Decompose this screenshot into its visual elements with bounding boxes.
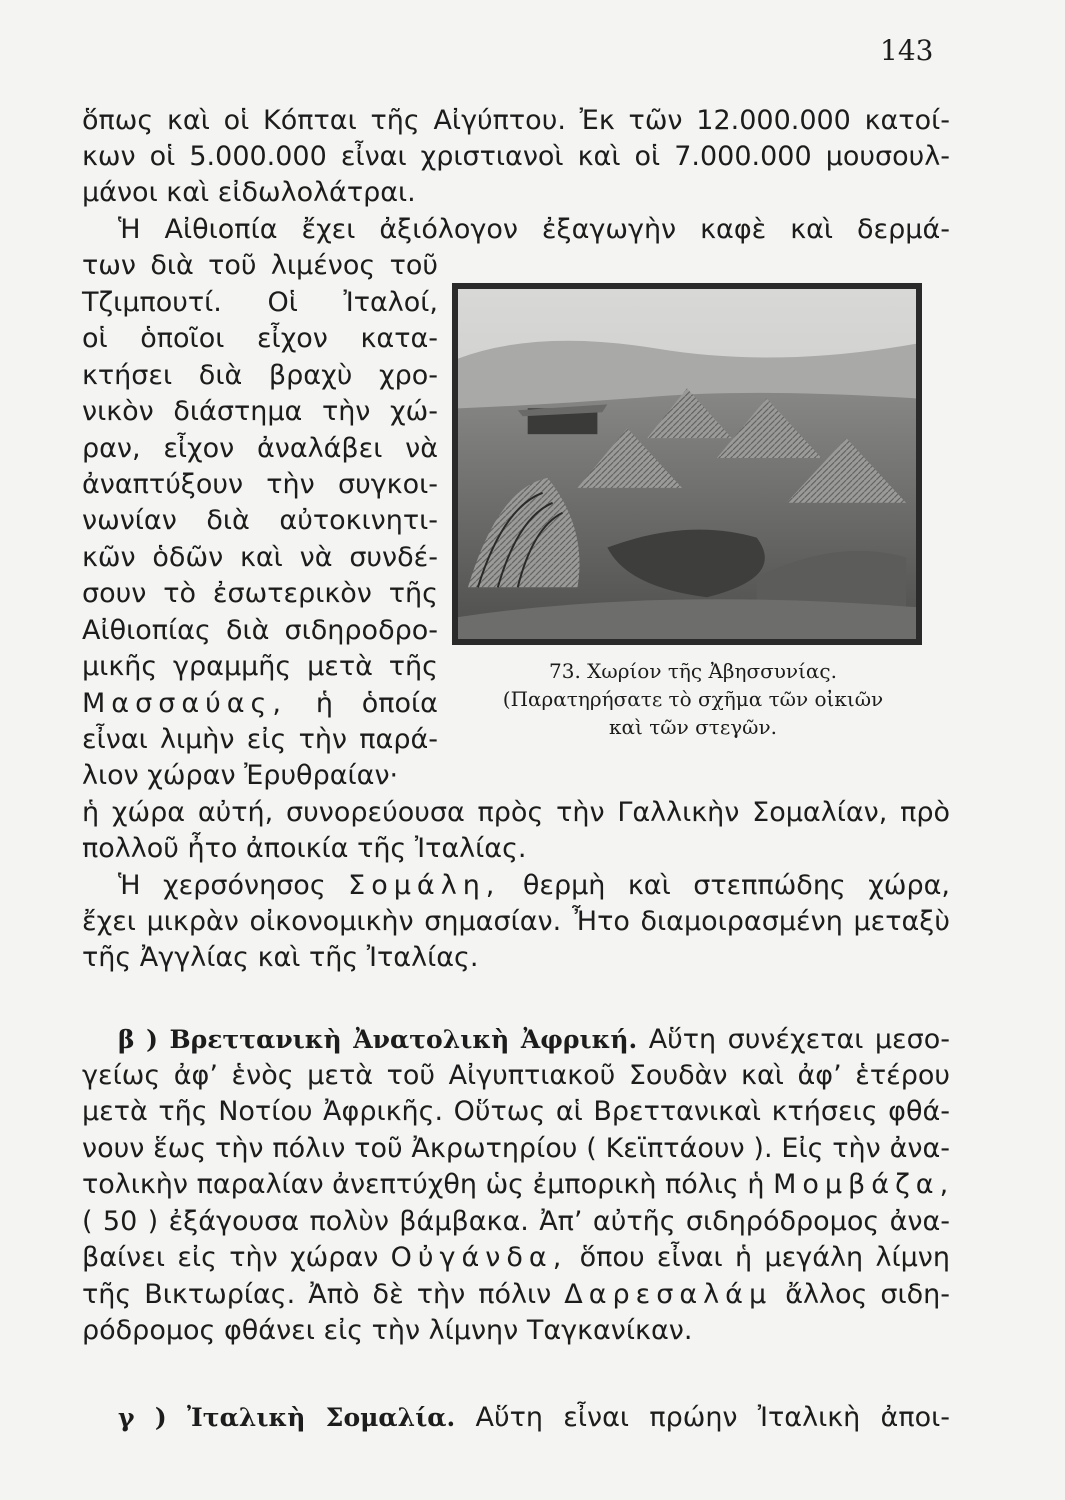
caption-line: 73. Χωρίον τῆς Ἀβησσυνίας. [549,659,837,683]
text-fragment: Ἡ χερσόνησος [118,870,326,901]
text-line: νικὸν διάστημα τὴν χώ- [82,396,438,427]
text-fragment: τῆς Βικτωρίας. Ἀπὸ δὲ τὴν πόλιν [82,1279,552,1310]
text-line: εἶναι λιμὴν εἰς τὴν παρά- [82,724,438,755]
text-line: μάνοι καὶ εἰδωλολάτραι. [82,177,416,208]
text-line: κτήσει διὰ βραχὺ χρο- [82,360,438,391]
text-line [82,1022,950,1058]
text-line: νουν ἕως τὴν πόλιν τοῦ Ἀκρωτηρίου ( Κεϊπτάουν ). Εἰς τὴν ἀνα- [82,1133,950,1164]
text-fragment: τολικὴν παραλίαν ἀνεπτύχθη ὡς ἐμπορικὴ πόλις ἡ [82,1169,765,1200]
figure-photo [452,283,922,645]
text-line: των διὰ τοῦ λιμένος τοῦ [82,250,438,281]
text-line: μετὰ τῆς Νοτίου Ἀφρικῆς. Οὕτως αἱ Βρεττανικαὶ κτήσεις φθά- [82,1096,950,1127]
text-line: κων οἱ 5.000.000 εἶναι χριστιανοὶ καὶ οἱ 7.000.000 μουσουλ- [82,141,950,172]
text-line: λιον χώραν Ἐρυθραίαν· [82,760,399,791]
place-name-dar-es-salaam: Δαρεσαλάμ [564,1279,773,1310]
text-line: ραν, εἶχον ἀναλάβει νὰ [82,433,438,464]
text-fragment: ἄλλος σιδη- [785,1279,950,1310]
text-line: Ἡ Αἰθιοπία ἔχει ἀξιόλογον ἐξαγωγὴν καφὲ καὶ δερμά- [118,214,950,245]
text-line: ( 50 ) ἐξάγουσα πολὺν βάμβακα. Ἀπ’ αὐτῆς σιδηρόδρομος ἀνα- [82,1206,950,1237]
section-heading: Ἰταλικὴ Σομαλία. [187,1403,456,1432]
text-fragment: θερμὴ καὶ στεππώδης χώρα, [522,870,950,901]
text-line [82,686,438,722]
text-line: Τζιμπουτί. Οἱ Ἰταλοί, [82,287,438,318]
text-line [82,1167,955,1203]
text-line [82,1240,950,1276]
place-name-somali: Σομάλη, [348,870,501,901]
text-fragment: βαίνει εἰς τὴν χώραν [82,1242,379,1273]
text-fragment: Αὕτη εἶναι πρώην Ἰταλικὴ ἀποι- [475,1402,950,1433]
text-line: ἡ χώρα αὐτή, συνορεύουσα πρὸς τὴν Γαλλικὴν Σομαλίαν, πρὸ [82,797,950,828]
text-line [82,868,950,904]
text-line: κῶν ὁδῶν καὶ νὰ συνδέ- [82,542,438,573]
text-line: ἔχει μικρὰν οἰκονομικὴν σημασίαν. Ἦτο διαμοιρασμένη μεταξὺ [82,906,950,937]
caption-line: (Παρατηρήσατε τὸ σχῆμα τῶν οἰκιῶν [502,687,884,711]
text-line [82,1400,950,1436]
section-label: γ ) [118,1403,167,1432]
caption-line: καὶ τῶν στεγῶν. [609,715,777,739]
place-name-mombasa: Μομβάζα, [773,1169,955,1200]
section-heading: Βρεττανικὴ Ἀνατολικὴ Ἀφρική. [169,1025,638,1054]
text-line: γείως ἀφ’ ἑνὸς μετὰ τοῦ Αἰγυπτιακοῦ Σουδὰν καὶ ἀφ’ ἑτέρου [82,1060,950,1091]
place-name-uganda: Οὐγάνδα, [390,1242,568,1273]
text-line: ρόδρομος φθάνει εἰς τὴν λίμνην Ταγκανίκαν. [82,1315,693,1346]
place-name-massaua: Μασσαύας, [82,688,287,719]
page-number: 143 [880,34,934,67]
text-line: μικῆς γραμμῆς μετὰ τῆς [82,651,438,682]
text-line: σουν τὸ ἐσωτερικὸν τῆς [82,578,438,609]
section-label: β ) [118,1025,159,1054]
text-line: νωνίαν διὰ αὐτοκινητι- [82,505,438,536]
text-fragment: ἡ ὁποία [315,688,438,719]
text-line: Αἰθιοπίας διὰ σιδηροδρο- [82,615,438,646]
text-line: τῆς Ἀγγλίας καὶ τῆς Ἰταλίας. [82,942,479,973]
text-fragment: ὅπου εἶναι ἡ μεγάλη λίμνη [579,1242,950,1273]
text-line: ἀναπτύξουν τὴν συγκοι- [82,469,438,500]
text-line: πολλοῦ ἦτο ἀποικία τῆς Ἰταλίας. [82,833,527,864]
text-fragment: Αὕτη συνέχεται μεσο- [648,1024,950,1055]
text-line [82,1277,950,1313]
text-line: οἱ ὁποῖοι εἶχον κατα- [82,323,438,354]
text-line: ὅπως καὶ οἱ Κόπται τῆς Αἰγύπτου. Ἐκ τῶν 12.000.000 κατοί- [82,105,950,136]
village-photo-image [458,289,916,639]
